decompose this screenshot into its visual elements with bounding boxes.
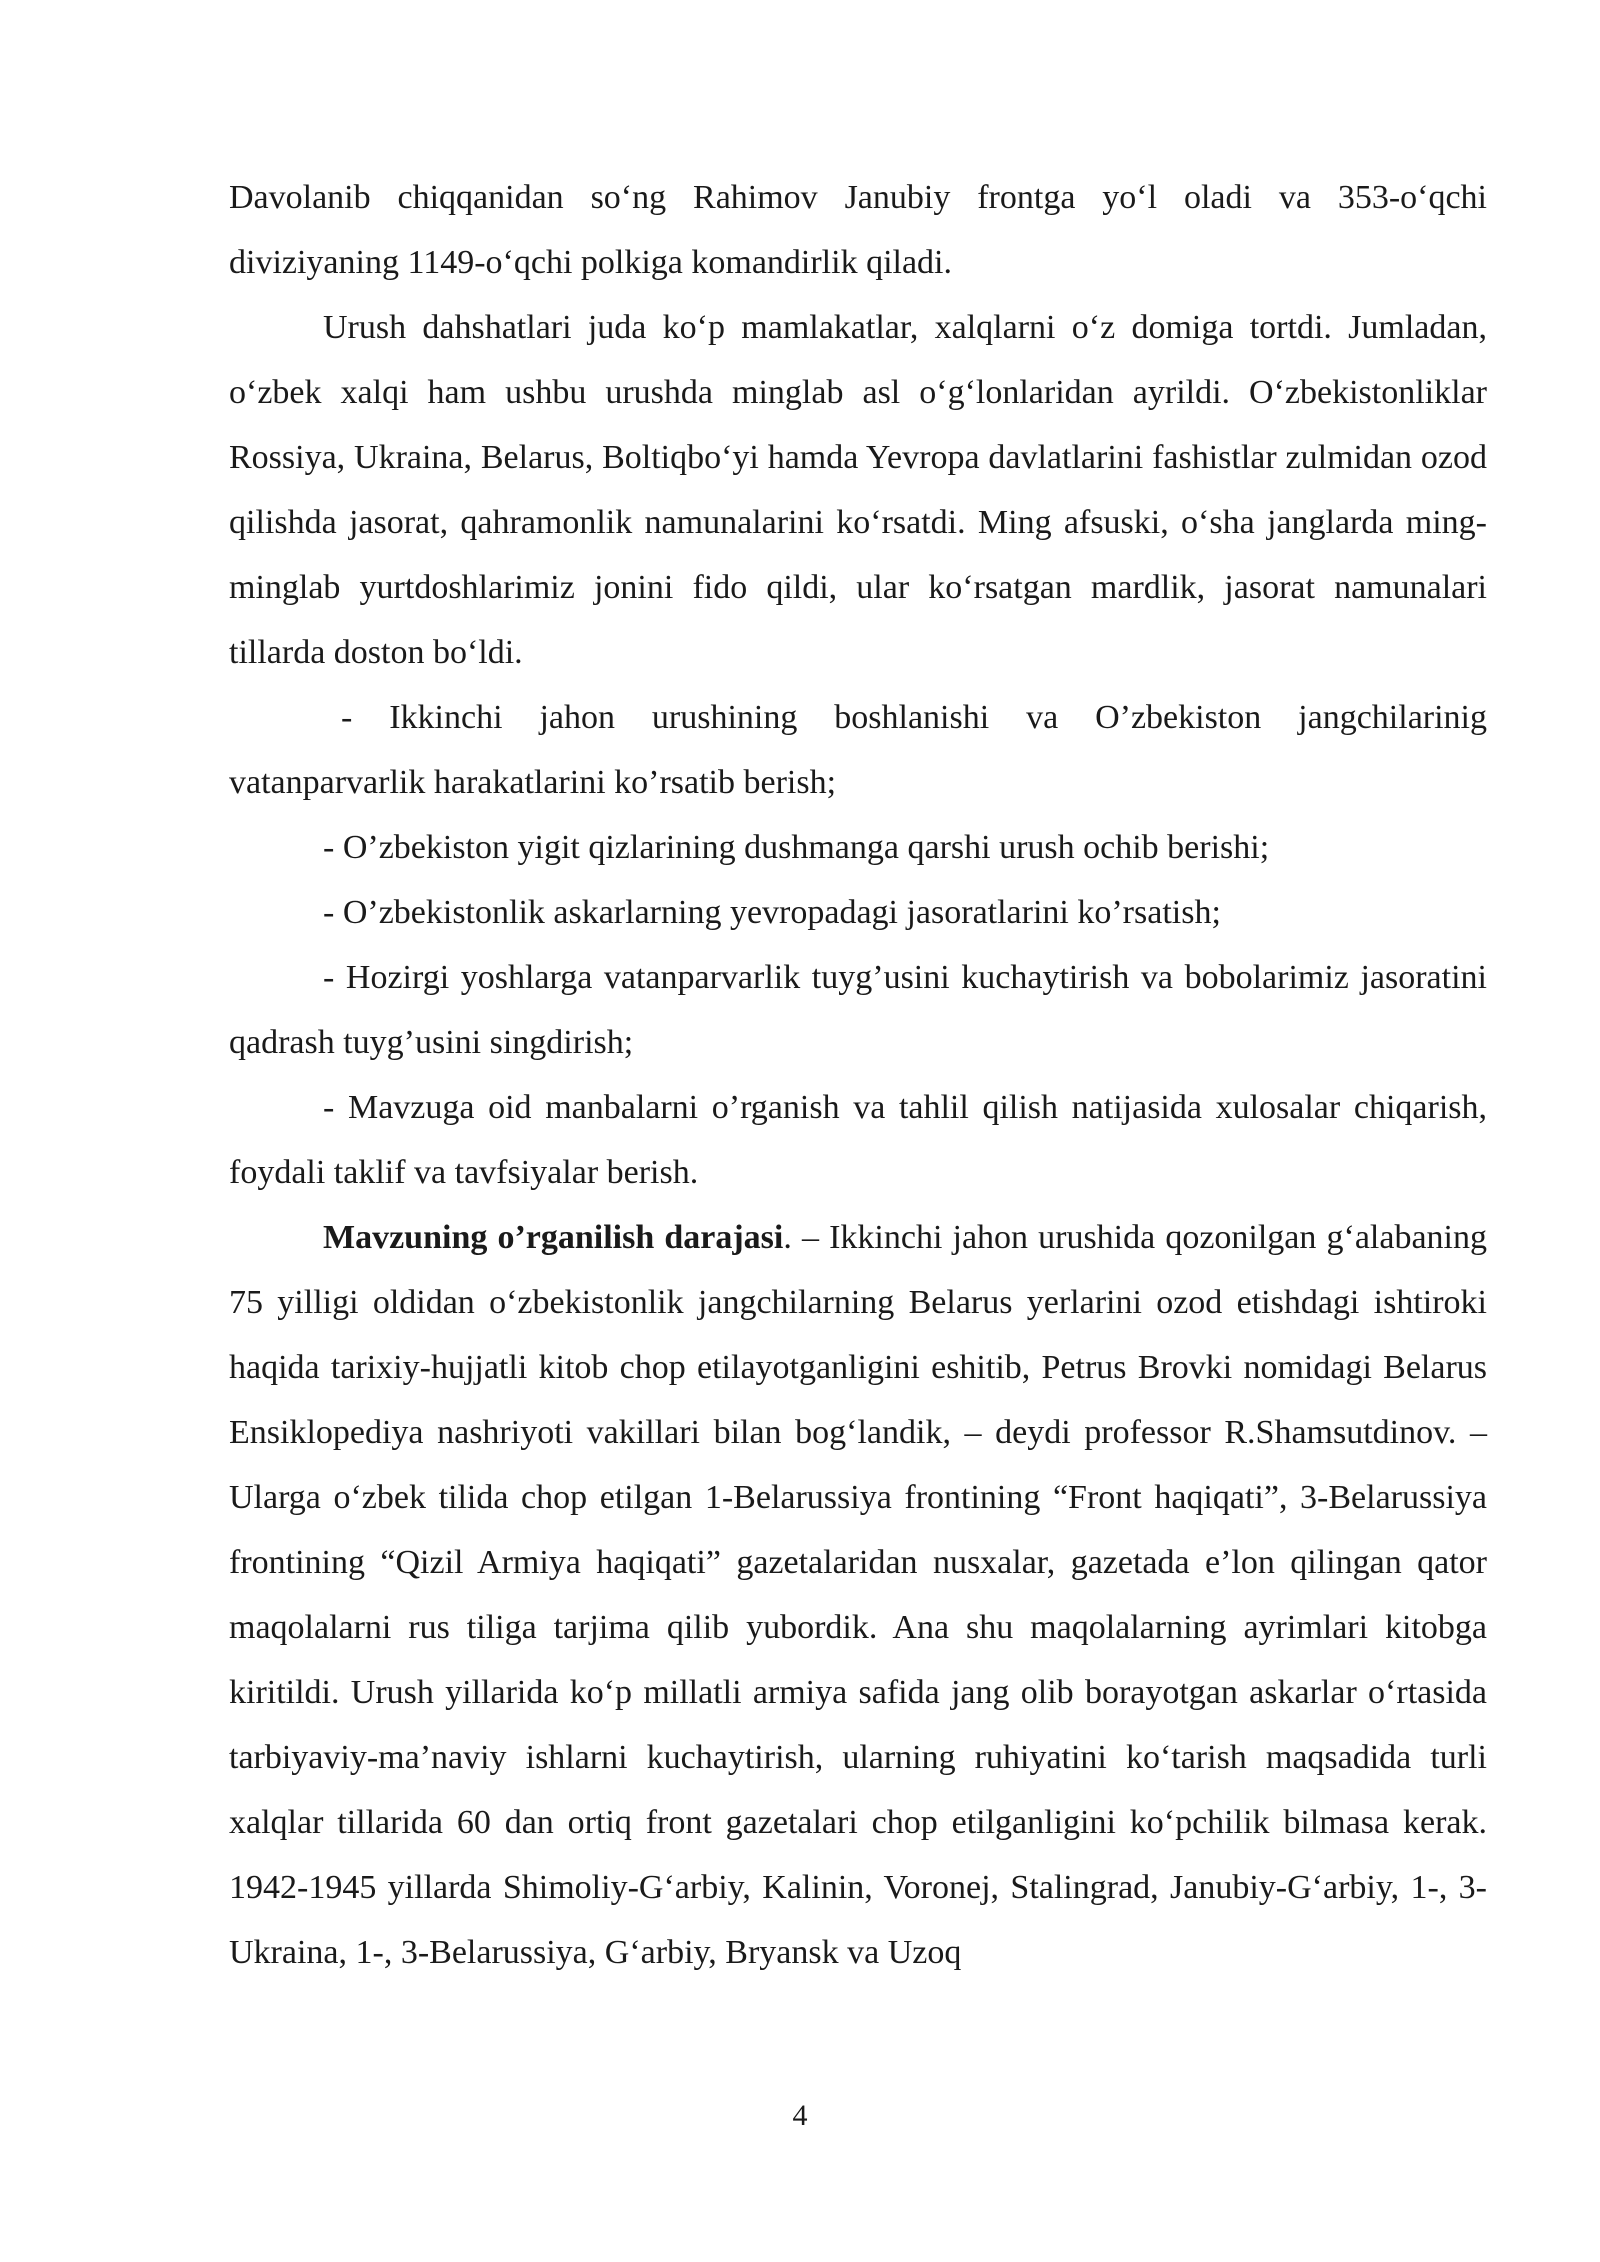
paragraph-study-level-text: . – Ikkinchi jahon urushida qozonilgan g‘alabaning 75 yilligi oldidan o‘zbekistonlik jangchilarning Belarus yerlarini ozod etishdagi ishtiroki haqida tarixiy-hujjatli kitob chop etilayotganligini eshitib, Petrus Brovki nomidagi Belarus Ensiklopediya nashriyoti vakillari bilan bog‘landik, – deydi professor R.Shamsutdinov. – Ularga o‘zbek tilida chop etilgan 1-Belarussiya frontining “Front haqiqati”, 3-Belarussiya frontining “Qizil Armiya haqiqati” gazetalaridan nusxalar, gazetada e’lon qilingan qator maqolalarni rus tiliga tarjima qilib yubordik. Ana shu maqolalarning ayrimlari kitobga kiritildi. Urush yillarida ko‘p millatli armiya safida jang olib borayotgan askarlar o‘rtasida tarbiyaviy-ma’naviy ishlarni kuchaytirish, ularning ruhiyatini ko‘tarish maqsadida turli xalqlar tillarida 60 dan ortiq front gazetalari chop etilganligini ko‘pchilik bilmasa kerak. 1942-1945 yillarda Shimoliy-G‘arbiy, Kalinin, Voronej, Stalingrad, Janubiy-G‘arbiy, 1-, 3-Ukraina, 1-, 3-Belarussiya, G‘arbiy, Bryansk va Uzoq [229,1219,1487,1971]
document-page [229,165,1487,1985]
list-item-objective-2: - O’zbekiston yigit qizlarining dushmanga qarshi urush ochib berishi; [323,829,1270,866]
page-number: 4 [792,2099,808,2132]
list-item-objective-4: - Hozirgi yoshlarga vatanparvarlik tuyg’usini kuchaytirish va bobolarimiz jasoratini qadrash tuyg’usini singdirish; [229,959,1487,1061]
section-heading-study-level: Mavzuning o’rganilish darajasi [323,1219,784,1256]
list-item-objective-5: - Mavzuga oid manbalarni o’rganish va tahlil qilish natijasida xulosalar chiqarish, foydali taklif va tavfsiyalar berish. [229,1089,1487,1191]
paragraph-war-horrors: Urush dahshatlari juda ko‘p mamlakatlar, xalqlarni o‘z domiga tortdi. Jumladan, o‘zbek xalqi ham ushbu urushda minglab asl o‘g‘lonlaridan ayrildi. O‘zbekistonliklar Rossiya, Ukraina, Belarus, Boltiqbo‘yi hamda Yevropa davlatlarini fashistlar zulmidan ozod qilishda jasorat, qahramonlik namunalarini ko‘rsatdi. Ming afsuski, o‘sha janglarda ming-minglab yurtdoshlarimiz jonini fido qildi, ular ko‘rsatgan mardlik, jasorat namunalari tillarda doston bo‘ldi. [229,309,1487,671]
list-item-objective-3: - O’zbekistonlik askarlarning yevropadagi jasoratlarini ko’rsatish; [323,894,1221,931]
paragraph-continuation: Davolanib chiqqanidan so‘ng Rahimov Janubiy frontga yo‘l oladi va 353-o‘qchi diviziyaning 1149-o‘qchi polkiga komandirlik qiladi. [229,179,1487,281]
list-item-objective-1: - Ikkinchi jahon urushining boshlanishi va O’zbekiston jangchilarinig vatanparvarlik harakatlarini ko’rsatib berish; [229,699,1487,801]
paragraph-study-level [229,1205,1487,1985]
